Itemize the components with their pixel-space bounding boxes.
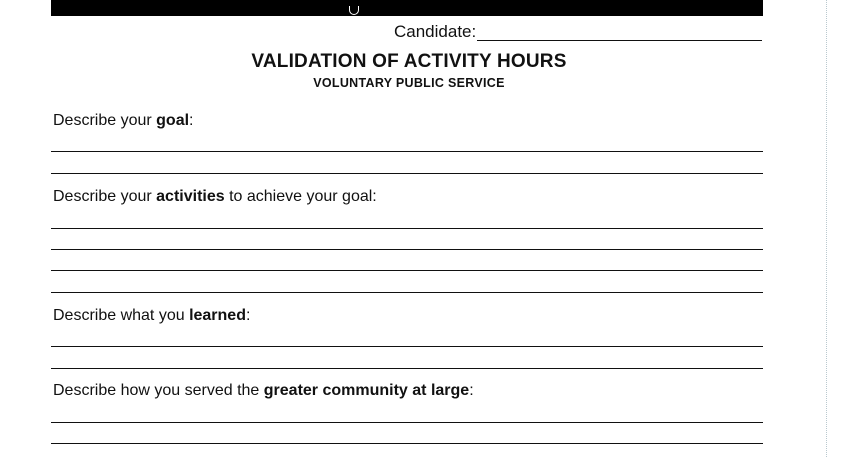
activities-answer-line-1[interactable] — [51, 228, 763, 229]
goal-prompt-keyword: goal — [156, 112, 190, 129]
candidate-label: Candidate: — [394, 22, 477, 41]
community-prompt — [53, 382, 474, 400]
candidate-name-field[interactable] — [477, 40, 762, 41]
activities-prompt — [53, 188, 377, 206]
community-answer-line-1[interactable] — [51, 422, 763, 423]
community-prompt-suffix: : — [469, 382, 474, 399]
activities-prompt-keyword: activities — [156, 188, 225, 205]
community-prompt-text: Describe how you served the — [53, 382, 264, 399]
learned-prompt — [53, 307, 250, 325]
goal-prompt-suffix: : — [189, 112, 194, 129]
learned-prompt-suffix: : — [245, 307, 251, 324]
activities-answer-line-2[interactable] — [51, 249, 763, 250]
goal-answer-line-1[interactable] — [51, 151, 763, 152]
goal-prompt-text: Describe your — [53, 112, 157, 129]
form-subtitle: VOLUNTARY PUBLIC SERVICE — [313, 76, 505, 90]
header-bar — [51, 0, 763, 16]
activities-answer-line-4[interactable] — [51, 292, 763, 293]
goal-prompt — [53, 112, 194, 130]
learned-prompt-keyword: learned — [189, 307, 246, 324]
learned-prompt-text: Describe what you — [53, 307, 190, 324]
header-text-fragment — [349, 6, 359, 15]
activities-answer-line-3[interactable] — [51, 270, 763, 271]
learned-answer-line-1[interactable] — [51, 346, 763, 347]
activities-prompt-text: Describe your — [53, 188, 157, 205]
form-title: VALIDATION OF ACTIVITY HOURS — [251, 51, 567, 72]
community-answer-line-2[interactable] — [51, 443, 763, 444]
goal-answer-line-2[interactable] — [51, 173, 763, 174]
community-prompt-keyword: greater community at large — [263, 382, 470, 399]
learned-answer-line-2[interactable] — [51, 368, 763, 369]
activities-prompt-suffix: to achieve your goal: — [224, 188, 377, 205]
